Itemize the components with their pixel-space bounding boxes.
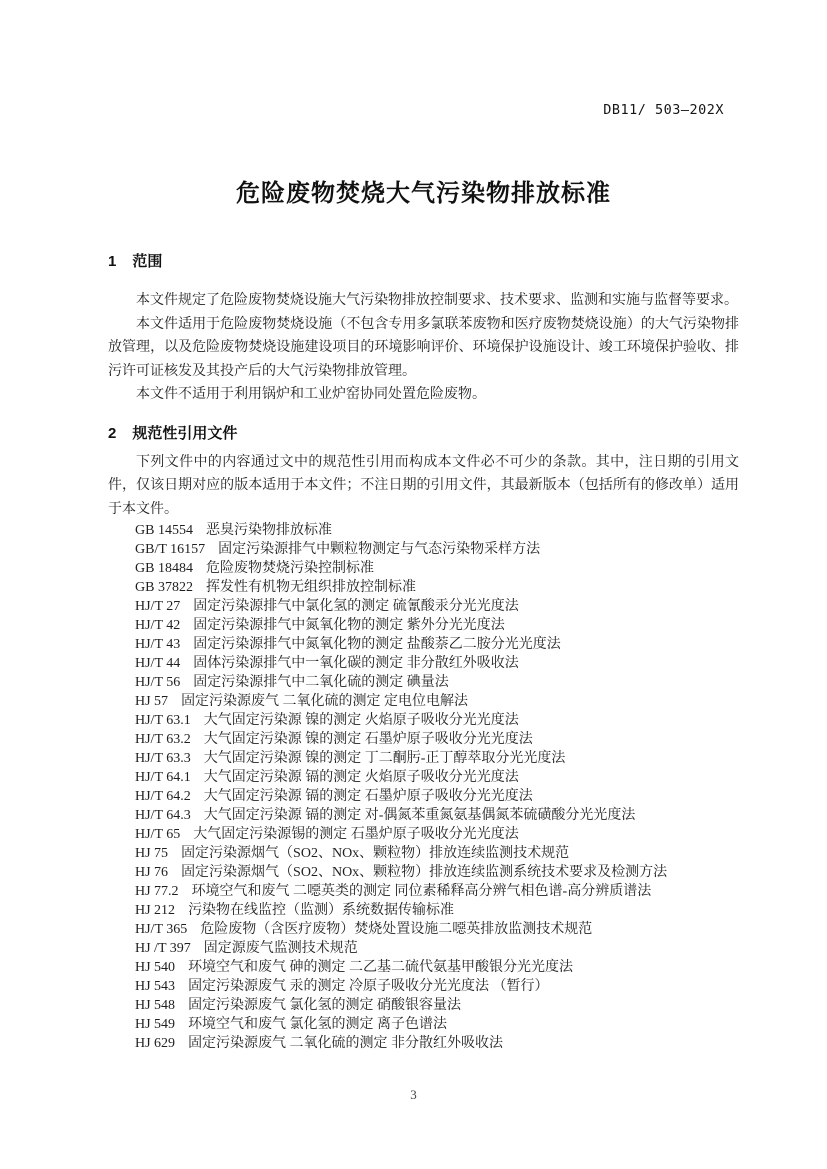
reference-code: HJ 76	[135, 865, 169, 880]
section-references-heading	[108, 426, 739, 442]
reference-item	[135, 787, 739, 806]
reference-code: HJ/T 63.1	[135, 713, 191, 728]
reference-title: 固定源废气监测技术规范	[203, 941, 358, 956]
reference-title: 挥发性有机物无组织排放控制标准	[205, 580, 416, 595]
reference-code: HJ/T 44	[135, 656, 181, 671]
reference-code: HJ/T 56	[135, 675, 181, 690]
reference-title: 大气固定污染源 镍的测定 石墨炉原子吸收分光光度法	[203, 732, 533, 747]
section-scope-title: 范围	[132, 253, 163, 270]
reference-code: HJ 212	[135, 903, 176, 918]
reference-code: HJ/T 27	[135, 599, 181, 614]
reference-list	[108, 521, 739, 1053]
reference-item	[135, 768, 739, 787]
reference-title: 固定污染源排气中颗粒物测定与气态污染物采样方法	[218, 542, 541, 557]
reference-code: HJ 629	[135, 1036, 176, 1051]
reference-item	[135, 806, 739, 825]
reference-item	[135, 920, 739, 939]
reference-item	[135, 730, 739, 749]
section-normative-references	[108, 426, 739, 1054]
reference-item	[135, 521, 739, 540]
reference-code: HJ 75	[135, 846, 169, 861]
reference-item	[135, 578, 739, 597]
reference-title: 固定污染源烟气（SO2、NOx、颗粒物）排放连续监测系统技术要求及检测方法	[181, 865, 668, 880]
reference-code: HJ 57	[135, 694, 169, 709]
reference-title: 危险废物焚烧污染控制标准	[205, 561, 374, 576]
reference-title: 污染物在线监控（监测）系统数据传输标准	[188, 903, 455, 918]
reference-code: HJ/T 64.2	[135, 789, 191, 804]
reference-title: 固定污染源排气中氮氧化物的测定 紫外分光光度法	[193, 618, 505, 633]
reference-code: HJ 540	[135, 960, 176, 975]
reference-title: 大气固定污染源 镍的测定 丁二酮肟-正丁醇萃取分光光度法	[203, 751, 566, 766]
reference-item	[135, 559, 739, 578]
page-number: 3	[410, 1087, 417, 1102]
reference-item	[135, 939, 739, 958]
reference-code: GB 18484	[135, 561, 193, 576]
reference-item	[135, 692, 739, 711]
reference-title: 大气固定污染源锡的测定 石墨炉原子吸收分光光度法	[193, 827, 519, 842]
reference-title: 环境空气和废气 砷的测定 二乙基二硫代氨基甲酸银分光光度法	[188, 960, 574, 975]
scope-paragraph-1: 本文件规定了危险废物焚烧设施大气污染物排放控制要求、技术要求、监测和实施与监督等要求。	[136, 293, 738, 308]
reference-title: 大气固定污染源 镉的测定 石墨炉原子吸收分光光度法	[203, 789, 533, 804]
reference-code: HJ/T 64.1	[135, 770, 191, 785]
reference-item	[135, 654, 739, 673]
reference-title: 固定污染源排气中二氧化硫的测定 碘量法	[193, 675, 449, 690]
reference-item	[135, 597, 739, 616]
reference-title: 固定污染源废气 二氧化硫的测定 非分散红外吸收法	[188, 1036, 504, 1051]
reference-title: 固体污染源排气中一氧化碳的测定 非分散红外吸收法	[193, 656, 519, 671]
reference-title: 固定污染源排气中氯化氢的测定 硫氰酸汞分光光度法	[193, 599, 519, 614]
reference-code: HJ/T 42	[135, 618, 181, 633]
reference-item	[135, 635, 739, 654]
document-title: 危险废物焚烧大气污染物排放标准	[236, 180, 611, 207]
reference-title: 固定污染源排气中氮氧化物的测定 盐酸萘乙二胺分光光度法	[193, 637, 561, 652]
scope-paragraph-3: 本文件不适用于利用锅炉和工业炉窑协同处置危险废物。	[136, 387, 486, 402]
reference-code: GB 37822	[135, 580, 193, 595]
reference-item	[135, 673, 739, 692]
reference-item	[135, 863, 739, 882]
reference-code: HJ 543	[135, 979, 176, 994]
reference-title: 恶臭污染物排放标准	[205, 523, 332, 538]
reference-title: 大气固定污染源 镍的测定 火焰原子吸收分光光度法	[203, 713, 519, 728]
references-intro-paragraph: 下列文件中的内容通过文中的规范性引用而构成本文件必不可少的条款。其中，注日期的引用文件，仅该日期对应的版本适用于本文件；不注日期的引用文件，其最新版本（包括所有的修改单）适用于本文件。	[108, 454, 739, 517]
reference-code: HJ 549	[135, 1017, 176, 1032]
section-scope-number: 1	[108, 253, 117, 270]
reference-code: HJ /T 397	[135, 941, 191, 956]
reference-item	[135, 977, 739, 996]
scope-paragraph-2: 本文件适用于危险废物焚烧设施（不包含专用多氯联苯废物和医疗废物焚烧设施）的大气污染物排放管理，以及危险废物焚烧设施建设项目的环境影响评价、环境保护设施设计、竣工环境保护验收、排污许可证核发及其投产后的大气污染物排放管理。	[108, 316, 739, 379]
reference-code: GB/T 16157	[135, 542, 206, 557]
reference-item	[135, 616, 739, 635]
reference-title: 固定污染源废气 氯化氢的测定 硝酸银容量法	[188, 998, 462, 1013]
reference-code: HJ 548	[135, 998, 176, 1013]
section-references-title: 规范性引用文件	[132, 424, 238, 442]
reference-code: HJ 77.2	[135, 884, 179, 899]
reference-code: GB 14554	[135, 523, 193, 538]
reference-title: 大气固定污染源 镉的测定 对-偶氮苯重氮氨基偶氮苯硫磺酸分光光度法	[203, 808, 636, 823]
section-scope-heading	[108, 254, 739, 270]
reference-code: HJ/T 64.3	[135, 808, 191, 823]
reference-item	[135, 825, 739, 844]
reference-code: HJ/T 43	[135, 637, 181, 652]
reference-item	[135, 711, 739, 730]
reference-title: 固定污染源废气 二氧化硫的测定 定电位电解法	[181, 694, 469, 709]
reference-item	[135, 882, 739, 901]
reference-item	[135, 749, 739, 768]
reference-title: 环境空气和废气 氯化氢的测定 离子色谱法	[188, 1017, 448, 1032]
reference-item	[135, 1015, 739, 1034]
reference-title: 大气固定污染源 镉的测定 火焰原子吸收分光光度法	[203, 770, 519, 785]
reference-title: 固定污染源烟气（SO2、NOx、颗粒物）排放连续监测技术规范	[181, 846, 570, 861]
section-references-number: 2	[108, 424, 117, 442]
reference-title: 危险废物（含医疗废物）焚烧处置设施二噁英排放监测技术规范	[200, 922, 593, 937]
reference-item	[135, 901, 739, 920]
reference-item	[135, 958, 739, 977]
reference-title: 固定污染源废气 汞的测定 冷原子吸收分光光度法 （暂行）	[188, 979, 549, 994]
reference-code: HJ/T 63.2	[135, 732, 191, 747]
reference-code: HJ/T 63.3	[135, 751, 191, 766]
reference-code: HJ/T 365	[135, 922, 188, 937]
reference-item	[135, 996, 739, 1015]
reference-title: 环境空气和废气 二噁英类的测定 同位素稀释高分辨气相色谱-高分辨质谱法	[191, 884, 652, 899]
reference-item	[135, 844, 739, 863]
reference-code: HJ/T 65	[135, 827, 181, 842]
doc-code: DB11/ 503—202X	[603, 102, 724, 118]
section-scope	[108, 254, 739, 407]
reference-item	[135, 540, 739, 559]
reference-item	[135, 1034, 739, 1053]
